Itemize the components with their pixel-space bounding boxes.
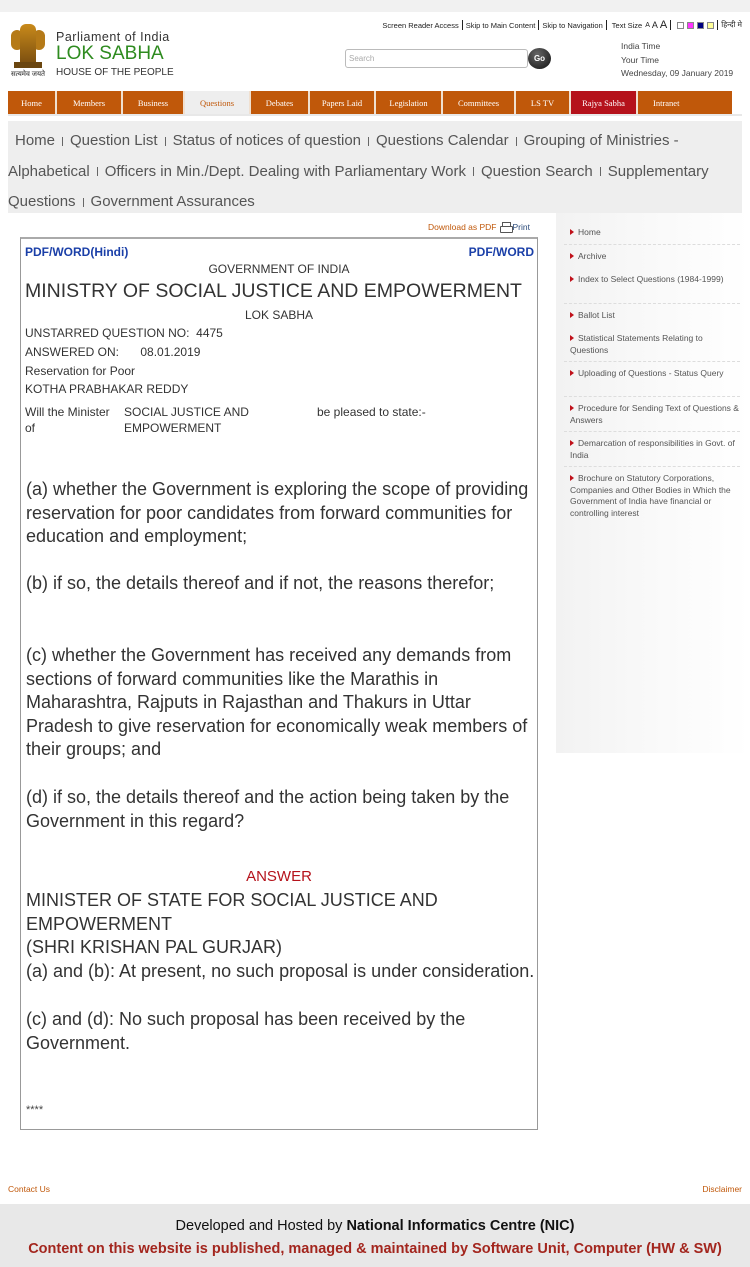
your-time-label: Your Time <box>621 54 659 65</box>
answer-minister-name: (SHRI KRISHAN PAL GURJAR) <box>26 937 283 957</box>
sidebar-item-procedure-sending[interactable] <box>570 403 741 426</box>
subnav-question-list[interactable]: Question List <box>70 132 158 149</box>
emblem-motto: सत्यमेव जयते <box>10 71 46 78</box>
text-size-label: Text Size <box>611 20 643 30</box>
subnav-status-of-notices[interactable]: Status of notices of question <box>172 132 362 149</box>
end-marker: **** <box>26 1104 44 1116</box>
sidebar-divider <box>564 361 740 362</box>
content-notice: Content on this website is published, managed & maintained by Software Unit, Computer (HW & SW) <box>28 1241 722 1257</box>
sidebar-divider <box>564 244 740 245</box>
national-emblem-logo[interactable] <box>8 22 48 80</box>
question-part-c: (c) whether the Government has received any demands from sections of forward communities like the Marathis in Maharashtra, Rajputs in Rajasthan and Thakurs in Uttar Pradesh to give reservation for economically weak members of their groups; and <box>26 645 528 759</box>
sidebar-item-archive[interactable] <box>570 251 741 263</box>
theme-white-swatch[interactable] <box>677 22 684 29</box>
nav-tab-legislation[interactable]: Legislation <box>376 91 443 114</box>
pdf-word-link[interactable]: PDF/WORD <box>468 245 534 259</box>
divider <box>83 198 84 207</box>
utility-bar <box>382 19 742 31</box>
answer-heading: ANSWER <box>246 868 312 885</box>
answered-on-row <box>25 345 200 359</box>
skip-navigation-link[interactable]: Skip to Navigation <box>542 20 603 30</box>
caret-right-icon <box>570 335 574 341</box>
caret-right-icon <box>570 440 574 446</box>
nic-link[interactable]: National Informatics Centre (NIC) <box>346 1218 575 1234</box>
house-heading: LOK SABHA <box>244 308 314 322</box>
text-size-medium-button[interactable]: A <box>651 20 658 30</box>
sidebar-item-label: Uploading of Questions - Status Query <box>578 368 724 378</box>
nav-tab-committees[interactable]: Committees <box>443 91 516 114</box>
sidebar-item-ballot-list[interactable] <box>570 310 741 322</box>
government-heading: GOVERNMENT OF INDIA <box>208 262 350 276</box>
subnav-grouping-of-ministries[interactable]: Grouping of Ministries - Alphabetical <box>8 132 679 180</box>
question-number-label: UNSTARRED QUESTION NO: <box>25 326 190 340</box>
sidebar-item-label: Archive <box>578 251 607 261</box>
divider <box>670 20 671 30</box>
disclaimer-link[interactable]: Disclaimer <box>702 1184 742 1194</box>
nav-tab-members[interactable]: Members <box>57 91 123 114</box>
divider <box>717 20 718 30</box>
question-subject: Reservation for Poor <box>25 364 136 378</box>
subnav-government-assurances[interactable]: Government Assurances <box>90 193 255 210</box>
theme-yellow-swatch[interactable] <box>707 22 714 29</box>
skip-main-content-link[interactable]: Skip to Main Content <box>465 20 536 30</box>
nav-tab-intranet[interactable]: Intranet <box>638 91 732 114</box>
text-size-large-button[interactable]: A <box>659 19 668 31</box>
caret-right-icon <box>570 276 574 282</box>
divider <box>600 167 601 176</box>
will-minister-label: Will the Minister of <box>25 405 110 435</box>
minister-of: SOCIAL JUSTICE AND EMPOWERMENT <box>124 405 249 435</box>
nav-tab-rajya-sabha[interactable]: Rajya Sabha <box>571 91 638 114</box>
sidebar-item-label: Demarcation of responsibilities in Govt. of India <box>570 438 735 460</box>
answer-minister: MINISTER OF STATE FOR SOCIAL JUSTICE AND EMPOWERMENT <box>26 890 438 934</box>
answered-on-date: 08.01.2019 <box>140 345 201 359</box>
sidebar-item-label: Brochure on Statutory Corporations, Companies and Other Bodies in Which the Government of India have financial or controlling interest <box>570 473 731 518</box>
sidebar-item-statistical-statements[interactable] <box>570 333 741 356</box>
answer-part-cd: (c) and (d): No such proposal has been received by the Government. <box>26 1009 466 1053</box>
subnav-home[interactable]: Home <box>15 132 56 149</box>
subnav-question-search[interactable]: Question Search <box>480 162 593 180</box>
ministry-heading: MINISTRY OF SOCIAL JUSTICE AND EMPOWERMENT <box>25 280 522 302</box>
print-link[interactable]: Print <box>512 222 530 232</box>
contact-us-link[interactable]: Contact Us <box>8 1184 51 1194</box>
top-strip <box>0 0 750 12</box>
answer-part-ab: (a) and (b): At present, no such proposal is under consideration. <box>26 961 535 981</box>
nav-tab-business[interactable]: Business <box>123 91 185 114</box>
nav-tab-questions[interactable]: Questions <box>185 91 251 114</box>
printer-icon[interactable] <box>500 222 511 232</box>
org-line-1: Parliament of India <box>56 30 170 44</box>
org-line-3: HOUSE OF THE PEOPLE <box>56 67 174 78</box>
site-brand[interactable] <box>56 30 174 78</box>
nav-tab-papers-laid[interactable]: Papers Laid <box>310 91 376 114</box>
sidebar-item-label: Index to Select Questions (1984-1999) <box>578 274 724 284</box>
subnav-supplementary-questions[interactable]: Supplementary Questions <box>8 162 709 210</box>
document-actions <box>428 222 530 232</box>
questions-sidebar <box>556 213 750 753</box>
questions-sub-nav <box>8 121 742 213</box>
theme-magenta-swatch[interactable] <box>687 22 694 29</box>
subnav-officers-in-ministry[interactable]: Officers in Min./Dept. Dealing with Parliamentary Work <box>104 162 466 180</box>
question-part-d: (d) if so, the details thereof and the action being taken by the Government in this regard? <box>26 787 510 831</box>
question-document <box>20 237 538 1130</box>
sidebar-item-label: Home <box>578 227 601 237</box>
nav-divider <box>8 114 742 116</box>
pleased-to-state: be pleased to state:- <box>317 405 426 419</box>
subnav-questions-calendar[interactable]: Questions Calendar <box>376 132 509 149</box>
download-pdf-link[interactable]: Download as PDF <box>428 222 497 232</box>
developed-prefix: Developed and Hosted by <box>175 1218 343 1234</box>
nav-tab-debates[interactable]: Debates <box>251 91 310 114</box>
org-line-2: LOK SABHA <box>56 43 164 64</box>
sidebar-item-label: Procedure for Sending Text of Questions & Answers <box>570 403 739 425</box>
hindi-language-link[interactable]: हिन्दी मे <box>721 20 742 29</box>
caret-right-icon <box>570 312 574 318</box>
sidebar-item-index-select-questions[interactable] <box>570 274 741 286</box>
member-name: KOTHA PRABHAKAR REDDY <box>25 382 189 396</box>
sidebar-item-label: Ballot List <box>578 310 615 320</box>
divider <box>462 20 463 30</box>
sidebar-divider <box>564 303 740 304</box>
current-date: Wednesday, 09 January 2019 <box>621 68 734 78</box>
nav-tab-ls-tv[interactable]: LS TV <box>516 91 571 114</box>
caret-right-icon <box>570 253 574 259</box>
sidebar-item-uploading-status[interactable] <box>570 368 741 380</box>
divider <box>165 137 166 146</box>
divider <box>606 20 607 30</box>
divider <box>368 137 369 146</box>
sidebar-item-home[interactable] <box>570 227 741 239</box>
theme-navy-swatch[interactable] <box>697 22 704 29</box>
question-part-a: (a) whether the Government is exploring the scope of providing reservation for poor candidates from forward communities for education and employment; <box>26 479 529 546</box>
search-input[interactable]: Search <box>345 49 528 68</box>
india-time-label: India Time <box>621 41 661 51</box>
sidebar-divider <box>564 431 740 432</box>
caret-right-icon <box>570 370 574 376</box>
text-size-small-button[interactable]: A <box>645 21 650 29</box>
divider <box>473 167 474 176</box>
sidebar-item-brochure[interactable] <box>570 473 741 519</box>
nav-tab-home[interactable]: Home <box>8 91 57 114</box>
question-part-b: (b) if so, the details thereof and if not, the reasons therefor; <box>26 573 495 593</box>
sidebar-divider <box>564 396 740 397</box>
emblem-pillar-icon <box>20 24 36 64</box>
divider <box>538 20 539 30</box>
search-go-button[interactable]: Go <box>528 48 551 69</box>
screen-reader-access-link[interactable]: Screen Reader Access <box>382 20 459 30</box>
time-panel <box>621 40 733 81</box>
emblem-base-icon <box>14 62 42 68</box>
main-nav <box>8 91 742 114</box>
caret-right-icon <box>570 405 574 411</box>
developed-by-line <box>0 1218 750 1234</box>
caret-right-icon <box>570 229 574 235</box>
question-number-row <box>25 326 223 340</box>
site-footer <box>0 1204 750 1267</box>
divider <box>97 167 98 176</box>
sidebar-item-demarcation[interactable] <box>570 438 741 461</box>
answered-on-label: ANSWERED ON: <box>25 345 120 359</box>
divider <box>62 137 63 146</box>
question-number: 4475 <box>196 326 223 340</box>
sidebar-divider <box>564 466 740 467</box>
sidebar-item-label: Statistical Statements Relating to Questions <box>570 333 703 355</box>
pdf-word-hindi-link[interactable]: PDF/WORD(Hindi) <box>25 245 129 259</box>
divider <box>516 137 517 146</box>
caret-right-icon <box>570 475 574 481</box>
